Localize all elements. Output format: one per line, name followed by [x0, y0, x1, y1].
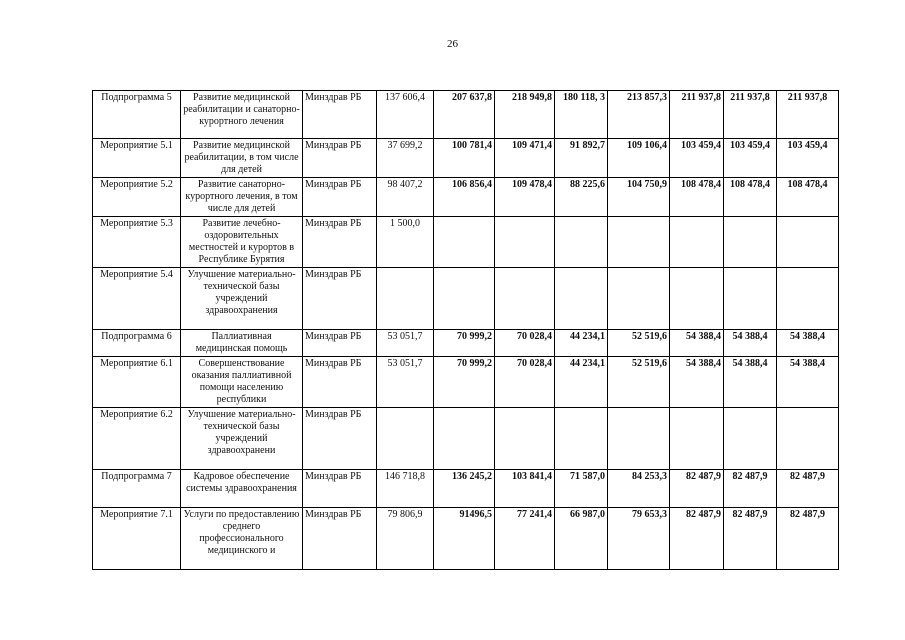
- executor-cell: Минздрав РБ: [303, 139, 377, 178]
- amount-cell: [777, 408, 839, 470]
- page-number: 26: [447, 38, 458, 50]
- program-name-cell: Совершенствование оказания паллиативной помощи населению республики: [181, 357, 303, 408]
- amount-cell: 71 587,0: [555, 470, 608, 508]
- executor-cell: Минздрав РБ: [303, 408, 377, 470]
- amount-cell: 100 781,4: [434, 139, 495, 178]
- amount-cell: [608, 408, 670, 470]
- amount-cell: [555, 217, 608, 268]
- table-row: [93, 470, 839, 508]
- amount-cell: 137 606,4: [377, 91, 434, 139]
- amount-cell: 82 487,9: [670, 470, 724, 508]
- budget-table: [92, 90, 839, 570]
- amount-cell: [777, 268, 839, 330]
- table-row: [93, 268, 839, 330]
- amount-cell: 88 225,6: [555, 178, 608, 217]
- amount-cell: [434, 217, 495, 268]
- amount-cell: 103 841,4: [495, 470, 555, 508]
- amount-cell: 70 999,2: [434, 330, 495, 357]
- amount-cell: 54 388,4: [670, 330, 724, 357]
- amount-cell: 109 106,4: [608, 139, 670, 178]
- amount-cell: [724, 268, 777, 330]
- executor-cell: Минздрав РБ: [303, 178, 377, 217]
- program-name-cell: Развитие лечебно-оздоровительных местностей и курортов в Республике Бурятия: [181, 217, 303, 268]
- amount-cell: 108 478,4: [724, 178, 777, 217]
- executor-cell: Минздрав РБ: [303, 357, 377, 408]
- amount-cell: 91496,5: [434, 508, 495, 570]
- program-code-cell: Мероприятие 5.2: [93, 178, 181, 217]
- program-name-cell: Развитие медицинской реабилитации, в том числе для детей: [181, 139, 303, 178]
- amount-cell: 211 937,8: [724, 91, 777, 139]
- table-row: [93, 139, 839, 178]
- table-row: [93, 408, 839, 470]
- amount-cell: 1 500,0: [377, 217, 434, 268]
- table-row: [93, 178, 839, 217]
- amount-cell: 104 750,9: [608, 178, 670, 217]
- amount-cell: [434, 408, 495, 470]
- amount-cell: [555, 268, 608, 330]
- amount-cell: 44 234,1: [555, 357, 608, 408]
- program-code-cell: Мероприятие 5.4: [93, 268, 181, 330]
- executor-cell: Минздрав РБ: [303, 217, 377, 268]
- program-code-cell: Мероприятие 5.1: [93, 139, 181, 178]
- amount-cell: 91 892,7: [555, 139, 608, 178]
- table-row: [93, 217, 839, 268]
- program-code-cell: Подпрограмма 6: [93, 330, 181, 357]
- amount-cell: 82 487,9: [670, 508, 724, 570]
- amount-cell: 207 637,8: [434, 91, 495, 139]
- program-name-cell: Услуги по предоставлению среднего профессионального медицинского и: [181, 508, 303, 570]
- amount-cell: 146 718,8: [377, 470, 434, 508]
- amount-cell: [608, 268, 670, 330]
- program-name-cell: Паллиативная медицинская помощь: [181, 330, 303, 357]
- amount-cell: 103 459,4: [670, 139, 724, 178]
- program-code-cell: Мероприятие 5.3: [93, 217, 181, 268]
- amount-cell: [724, 217, 777, 268]
- amount-cell: 82 487,9: [724, 470, 777, 508]
- table-row: [93, 357, 839, 408]
- amount-cell: 103 459,4: [724, 139, 777, 178]
- program-code-cell: Мероприятие 6.1: [93, 357, 181, 408]
- amount-cell: 82 487,9: [777, 470, 839, 508]
- amount-cell: 106 856,4: [434, 178, 495, 217]
- executor-cell: Минздрав РБ: [303, 91, 377, 139]
- executor-cell: Минздрав РБ: [303, 508, 377, 570]
- amount-cell: 53 051,7: [377, 357, 434, 408]
- table-row: [93, 508, 839, 570]
- amount-cell: 79 806,9: [377, 508, 434, 570]
- amount-cell: 54 388,4: [724, 330, 777, 357]
- amount-cell: [670, 408, 724, 470]
- amount-cell: 44 234,1: [555, 330, 608, 357]
- amount-cell: 79 653,3: [608, 508, 670, 570]
- executor-cell: Минздрав РБ: [303, 268, 377, 330]
- amount-cell: [555, 408, 608, 470]
- program-name-cell: Кадровое обеспечение системы здравоохранения: [181, 470, 303, 508]
- amount-cell: [495, 408, 555, 470]
- program-name-cell: Улучшение материально-технической базы учреждений здравоохранени: [181, 408, 303, 470]
- amount-cell: 70 028,4: [495, 357, 555, 408]
- program-code-cell: Мероприятие 7.1: [93, 508, 181, 570]
- amount-cell: 53 051,7: [377, 330, 434, 357]
- program-code-cell: Мероприятие 6.2: [93, 408, 181, 470]
- amount-cell: 211 937,8: [670, 91, 724, 139]
- amount-cell: 37 699,2: [377, 139, 434, 178]
- amount-cell: 108 478,4: [777, 178, 839, 217]
- program-name-cell: Улучшение материально-технической базы учреждений здравоохранения: [181, 268, 303, 330]
- amount-cell: 103 459,4: [777, 139, 839, 178]
- amount-cell: 98 407,2: [377, 178, 434, 217]
- amount-cell: 108 478,4: [670, 178, 724, 217]
- amount-cell: 84 253,3: [608, 470, 670, 508]
- amount-cell: 52 519,6: [608, 357, 670, 408]
- amount-cell: 218 949,8: [495, 91, 555, 139]
- amount-cell: 66 987,0: [555, 508, 608, 570]
- amount-cell: [377, 268, 434, 330]
- amount-cell: 77 241,4: [495, 508, 555, 570]
- amount-cell: [670, 268, 724, 330]
- amount-cell: [377, 408, 434, 470]
- amount-cell: [724, 408, 777, 470]
- executor-cell: Минздрав РБ: [303, 470, 377, 508]
- amount-cell: 54 388,4: [777, 330, 839, 357]
- amount-cell: 109 478,4: [495, 178, 555, 217]
- amount-cell: 54 388,4: [724, 357, 777, 408]
- amount-cell: [608, 217, 670, 268]
- amount-cell: 54 388,4: [777, 357, 839, 408]
- program-name-cell: Развитие санаторно-курортного лечения, в том числе для детей: [181, 178, 303, 217]
- amount-cell: 211 937,8: [777, 91, 839, 139]
- amount-cell: 70 028,4: [495, 330, 555, 357]
- amount-cell: [434, 268, 495, 330]
- table-row: [93, 330, 839, 357]
- amount-cell: [495, 217, 555, 268]
- amount-cell: 213 857,3: [608, 91, 670, 139]
- executor-cell: Минздрав РБ: [303, 330, 377, 357]
- amount-cell: 82 487,9: [724, 508, 777, 570]
- program-name-cell: Развитие медицинской реабилитации и санаторно-курортного лечения: [181, 91, 303, 139]
- table-row: [93, 91, 839, 139]
- amount-cell: 52 519,6: [608, 330, 670, 357]
- amount-cell: 54 388,4: [670, 357, 724, 408]
- amount-cell: [495, 268, 555, 330]
- program-code-cell: Подпрограмма 5: [93, 91, 181, 139]
- amount-cell: 136 245,2: [434, 470, 495, 508]
- amount-cell: 82 487,9: [777, 508, 839, 570]
- amount-cell: [670, 217, 724, 268]
- amount-cell: [777, 217, 839, 268]
- amount-cell: 70 999,2: [434, 357, 495, 408]
- program-code-cell: Подпрограмма 7: [93, 470, 181, 508]
- amount-cell: 180 118, 3: [555, 91, 608, 139]
- amount-cell: 109 471,4: [495, 139, 555, 178]
